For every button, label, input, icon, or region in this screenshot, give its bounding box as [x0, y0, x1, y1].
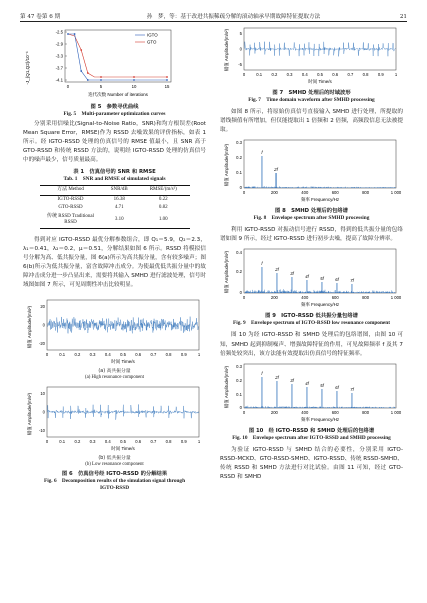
- fig6a-xlabel: 时间 Time/s: [111, 358, 135, 364]
- fig8-ytick: 0.2: [236, 155, 242, 161]
- fig6-caption-en-1: Fig. 6 Decomposition results of the simulation signal through: [43, 477, 186, 484]
- fig6b-plot: [23, 384, 206, 452]
- figure-8: [220, 138, 403, 222]
- table-row: [40, 213, 190, 229]
- fig10-xticks: [243, 410, 402, 415]
- fig8-xlabel: 频率 Frequency/Hz: [300, 197, 340, 203]
- fig5-xlabel: 迭代次数 Number of iterations: [88, 92, 148, 97]
- right-column: [220, 26, 403, 482]
- fig8-xtick: 800: [362, 190, 370, 196]
- fig10-yticks: [236, 364, 242, 410]
- fig8-xtick: 400: [301, 190, 309, 196]
- fig9-ytick: 0: [239, 290, 242, 296]
- fig5-ytick: -4.1: [55, 77, 63, 83]
- fig5-xtick: 0: [66, 84, 70, 89]
- fig6a-subcaption-zh: (a) 高共振分量: [98, 368, 131, 374]
- fig9-xtick: 200: [270, 295, 278, 301]
- fig9-ytick: 0.4: [236, 250, 242, 256]
- body-paragraph: 图 10 为经 IGTO-RSSD 和 SMHD 处理后的包络谱图，由图 10 可知，SMHD 起到抑制噪声、增强故障特征的作用，可见故障频率 f 及其 7 倍频处较突出，该方法能有效提取出仿真信号的特征频率。: [220, 332, 403, 357]
- fig7-ytick: 0: [239, 46, 242, 52]
- fig5-axes-frame: [65, 30, 171, 82]
- fig6-xtick: 0.4: [104, 351, 111, 357]
- legend-igto: IGTO: [147, 32, 158, 38]
- journal-volume: 第 47 卷第 6 期: [20, 14, 61, 20]
- peak-label: f: [261, 370, 263, 376]
- peak-label: 2f: [274, 167, 278, 173]
- fig6-xtick: 0: [45, 351, 49, 357]
- fig7-xticks: [243, 72, 398, 77]
- fig6a-yticks: [39, 304, 46, 346]
- fig6-xtick: 0.5: [120, 351, 126, 357]
- fig5-ytick: -3.3: [55, 53, 63, 59]
- fig5-xtick: 15: [164, 84, 170, 89]
- fig5-ytick: -2.9: [55, 41, 63, 47]
- combined-envelope-spectrum: [245, 374, 395, 408]
- fig10-ylabel: 幅值 Amplitude/(m/s²): [224, 365, 229, 408]
- fig8-xtick: 200: [270, 190, 278, 196]
- peak-label: 5f: [320, 276, 324, 282]
- fig8-caption-zh: 图 8 SMHD 处理后的包络谱: [275, 208, 348, 215]
- fig5-ytick: -3.7: [55, 65, 63, 71]
- fig6-xtick: 1: [197, 438, 201, 444]
- peak-label: 4f: [305, 380, 309, 386]
- fig7-xtick: 0.4: [301, 72, 308, 77]
- col-snr: SNR/dB: [110, 187, 128, 193]
- fig6-caption-en-2: IGTO-RSSD: [99, 484, 130, 491]
- figure-5: [23, 26, 206, 117]
- fig10-xtick: 600: [331, 409, 339, 415]
- fig10-ytick: 0: [239, 404, 242, 410]
- fig10-ytick: 0.3: [236, 363, 242, 369]
- fig8-xticks: [243, 190, 402, 195]
- fig10-xlabel: 频率 Frequency/Hz: [300, 416, 340, 422]
- fig6b-ytick: 0: [42, 409, 45, 415]
- fig6-xtick: 0.6: [135, 438, 142, 444]
- fig6b-ytick: -10: [38, 427, 45, 433]
- page-number: 21: [399, 14, 407, 20]
- fig10-ytick: 0.1: [236, 391, 242, 397]
- fig7-xtick: 1: [394, 72, 398, 77]
- table-row: [40, 195, 190, 204]
- fig5-ytick: -2.5: [55, 29, 63, 35]
- fig9-yticks: [236, 250, 242, 295]
- optimization-curve-plot: [23, 26, 206, 100]
- fig8-yticks: [236, 140, 242, 190]
- peak-label: f: [261, 150, 263, 156]
- fig8-xtick: 600: [331, 190, 339, 196]
- legend-gto: GTO: [147, 39, 157, 45]
- smhd-time-signal: [245, 42, 396, 57]
- fig5-xtick: 10: [131, 84, 137, 89]
- peak-label: 5f: [320, 382, 324, 388]
- fig8-xtick: 0: [242, 190, 246, 196]
- fig6b-subcaption-en: (b) Low resonance component: [85, 462, 144, 468]
- fig9-xlabel: 频率 Frequency/Hz: [300, 302, 340, 308]
- body-paragraph: 利用 IGTO-RSSD 对振动信号进行 RSSD，得到的低共振分量的包络谱如图 9 所示，经过 IGTO-RSSD 进行初步去噪，提高了故障分辨率。: [220, 227, 403, 243]
- fig6b-ytick: 10: [40, 390, 45, 396]
- fig7-xtick: 0.6: [332, 72, 339, 77]
- fig5-xticks: [67, 84, 170, 89]
- header-rule: [20, 21, 407, 22]
- table-1: [23, 169, 206, 229]
- fig6-xtick: 0.4: [104, 438, 111, 444]
- fig5-caption-en: Fig. 5 Multi-parameter optimization curves: [63, 111, 166, 117]
- table-cell: IGTO-RSSD: [57, 196, 84, 202]
- col-method: 方法 Method: [57, 187, 84, 193]
- peak-label: 6f: [335, 384, 339, 390]
- figure-10: [220, 362, 403, 442]
- fig10-xtick: 400: [301, 409, 309, 415]
- figure-9: [220, 247, 403, 327]
- fig9-ylabel: 幅值 Amplitude/(m/s²): [224, 251, 229, 294]
- fig7-xtick: 0.8: [362, 72, 369, 77]
- fig8-xtick: 1 000: [390, 190, 402, 196]
- peak-label: 6f: [335, 277, 339, 283]
- peak-label: 4f: [305, 274, 309, 280]
- peak-label: 3f: [290, 271, 294, 277]
- fig7-xtick: 0.7: [347, 72, 354, 77]
- low-resonance-signal: [48, 404, 199, 419]
- fig6a-ytick: 0: [42, 322, 45, 328]
- peak-label: 7f: [350, 278, 354, 284]
- fig6-xtick: 0.9: [180, 351, 187, 357]
- fig5-ylabel: -J_{Q1,Q2}/10⁻¹: [25, 51, 30, 85]
- fig6a-ytick: -20: [38, 340, 45, 346]
- body-paragraph: 分别采用信噪比(Signal-to-Noise Ratio，SNR)和均方根误差(Root Mean Square Error，RMSE)作为 RSSD 去噪效果的评价指标，如表 1 所示。经 IGTO-RSSD 处理的仿真信号的 RMSE 值最小，且 SNR 高于 GTO-RSSD 和传统 RSSD 方法的，说明经 IGTO-RSSD 处理的仿真信号中的噪声最少，信号质量最高。: [23, 121, 206, 164]
- fig9-ytick: 0.2: [236, 269, 242, 275]
- fig9-xtick: 0: [242, 295, 246, 301]
- left-column: [23, 26, 206, 492]
- fig10-xtick: 1 000: [390, 409, 402, 415]
- fig10-xtick: 200: [270, 409, 278, 415]
- fig5-caption-zh: 图 5 参数寻优曲线: [90, 104, 139, 110]
- col-rmse: RMSE/(m/s²): [149, 187, 177, 193]
- fig8-peak-labels: [261, 150, 278, 172]
- fig6-xtick: 0.8: [165, 438, 172, 444]
- fig7-plot: [220, 26, 403, 86]
- fig10-plot: [220, 362, 403, 424]
- fig7-ytick: 5: [239, 31, 242, 36]
- fig6a-xticks: [46, 352, 201, 357]
- fig7-yticks: [238, 31, 242, 67]
- peak-label: 2f: [275, 374, 279, 380]
- running-header: [20, 6, 407, 20]
- table-cell: 4.71: [114, 205, 124, 211]
- fig6-xtick: 0.5: [120, 438, 126, 444]
- fig6-xtick: 0.8: [165, 351, 172, 357]
- fig9-xtick: 400: [301, 295, 309, 301]
- fig6-xtick: 0.3: [89, 351, 96, 357]
- figure-7: [220, 26, 403, 104]
- fig8-plot: [220, 138, 403, 204]
- table-cell: 16.38: [113, 196, 125, 202]
- fig6a-subcaption-en: (a) High resonance component: [84, 375, 144, 381]
- fig6-xtick: 0.2: [74, 351, 81, 357]
- fig6-xtick: 0.6: [135, 351, 142, 357]
- fig6-xtick: 0.2: [74, 438, 81, 444]
- fig6-xtick: 0.7: [150, 351, 157, 357]
- table-cell: 1.00: [158, 217, 168, 223]
- fig10-xtick: 800: [362, 409, 370, 415]
- table-header-row: [40, 186, 190, 196]
- fig8-axes-frame: [244, 140, 396, 188]
- smhd-envelope-spectrum: [245, 156, 395, 188]
- figure-6: [23, 297, 206, 492]
- peak-label: 2f: [275, 267, 279, 273]
- fig10-peak-labels: [261, 371, 354, 392]
- fig8-ylabel: 幅值 Amplitude/(m/s²): [224, 144, 229, 187]
- fig8-ytick: 0.1: [236, 170, 242, 176]
- fig6a-ytick: 20: [40, 303, 45, 309]
- table1-title-en: Tab. 1 SNR and RMSE of simulated signals: [63, 176, 166, 183]
- fig9-axes-frame: [244, 249, 396, 293]
- fig6-xtick: 0: [45, 438, 49, 444]
- fig7-ylabel: 幅值 Amplitude/(m/s²): [224, 28, 229, 72]
- fig6-xtick: 0.9: [180, 438, 187, 444]
- fig6-xtick: 0.3: [89, 438, 96, 444]
- fig5-xtick: 5: [99, 84, 103, 89]
- fig7-xtick: 0.1: [256, 72, 263, 77]
- fig9-xtick: 600: [331, 295, 339, 301]
- fig9-xtick: 1 000: [390, 295, 402, 301]
- fig6a-plot: [23, 297, 206, 365]
- fig10-caption-zh: 图 10 经 IGTO-RSSD 和 SMHD 处理后的包络谱: [248, 427, 375, 434]
- fig7-xtick: 0.5: [317, 72, 323, 77]
- article-running-title: 孙 梦，等：基于改进共振稀疏分解的滚动轴承早期故障特征提取方法: [146, 14, 321, 20]
- fig9-xticks: [243, 295, 402, 300]
- fig6b-xlabel: 时间 Time/s: [111, 445, 135, 451]
- table-cell: 0.22: [158, 196, 168, 202]
- fig9-caption-zh: 图 9 IGTO-RSSD 低共振分量包络谱: [265, 313, 358, 320]
- fig5-legend: [135, 33, 158, 45]
- fig5-yticks: [56, 30, 67, 83]
- table-cell: 传统 RSSD Traditional RSSD: [47, 213, 94, 226]
- body-paragraph: 如图 8 所示，将原始仿真信号直接输入 SMHD 进行处理，所提取的谱线频值有所增加，但仅能提取出 1 倍频和 2 倍频，高频段信息无法被提取。: [220, 109, 403, 134]
- fig10-ytick: 0.2: [236, 377, 242, 383]
- fig7-ytick: -5: [238, 62, 242, 67]
- fig7-xtick: 0.2: [271, 72, 278, 77]
- fig6b-ylabel: 幅值 Amplitude/(m/s²): [27, 392, 32, 435]
- table-cell: GTO-RSSD: [58, 205, 83, 211]
- table1-title-zh: 表 1 仿真信号的 SNR 和 RMSE: [73, 169, 156, 176]
- peak-label: f: [261, 261, 263, 267]
- fig8-ytick: 0: [239, 185, 242, 191]
- fig9-peak-labels: [261, 261, 354, 283]
- fig10-xtick: 0: [242, 409, 246, 415]
- fig6-xtick: 0.7: [150, 438, 157, 444]
- table-cell: 0.82: [158, 205, 168, 211]
- peak-label: 3f: [290, 377, 294, 383]
- peak-label: 7f: [350, 386, 354, 392]
- fig8-ytick: 0.3: [236, 140, 242, 146]
- body-paragraph: 为验证 IGTO-RSSD 与 SMHD 结合的必要性，分别采用 IGTO-RSSD-MCKD、GTO-RSSD-SMHD、IGTO-RSSD、传统 RSSD-SMHD、传统 RSSD 和 SMHD 方法进行对比试验。由图 11 可知，经过 GTO-RSSD 和 SMHD: [220, 446, 403, 481]
- fig7-xtick: 0.9: [377, 72, 384, 77]
- fig7-xlabel: 时间 Time/s: [308, 79, 332, 84]
- fig7-caption-zh: 图 7 SMHD 处理后的时域波形: [272, 90, 351, 96]
- fig9-plot: [220, 247, 403, 309]
- table-cell: 3.10: [114, 217, 124, 223]
- fig6-xtick: 0.1: [59, 438, 66, 444]
- body-paragraph: 得到对应 IGTO-RSSD 最优分解参数组合，即 Q₁＝5.9，Q₂＝2.3，λ₁＝0.41，λ₂＝0.2，μ＝0.51，分解结果如图 6 所示。RSSD 将模拟信号分解为高、低共振分量，图 6(a)所示为高共振分量，含有较多噪声；图 6(b)所示为低共振分量，富含故障冲击成分。为使最优低共振分量中的故障冲击成分进一步凸显出来，需要将其输入 SMHD 进行滤波处理，信号时域图如图 7 所示，可见周期性冲击比较明显。: [23, 236, 206, 289]
- fig7-xtick: 0: [242, 72, 246, 77]
- fig7-xtick: 0.3: [286, 72, 293, 77]
- fig9-caption-en: Fig. 9 Envelope spectrum of IGTO-RSSD low resonance component: [233, 320, 390, 327]
- fig6b-subcaption-zh: (b) 低共振分量: [98, 455, 131, 461]
- fig7-caption-en: Fig. 7 Time domain waveform after SMHD processing: [248, 97, 375, 103]
- fig6b-yticks: [39, 391, 46, 433]
- fig10-caption-en: Fig. 10 Envelope spectrum after IGTO-RSSD and SMHD processing: [232, 434, 391, 441]
- fig8-caption-en: Fig. 8 Envelope spectrum after SMHD processing: [253, 215, 370, 222]
- snr-rmse-table: [40, 185, 190, 229]
- fig6b-xticks: [46, 439, 201, 444]
- fig6-xtick: 0.1: [59, 351, 66, 357]
- table-row: [40, 204, 190, 213]
- fig6-xtick: 1: [197, 351, 201, 357]
- fig6-caption-zh: 图 6 仿真信号经 IGTO-RSSD 的分解结果: [61, 470, 168, 477]
- fig9-xtick: 800: [362, 295, 370, 301]
- fig6a-ylabel: 幅值 Amplitude/(m/s²): [27, 305, 32, 348]
